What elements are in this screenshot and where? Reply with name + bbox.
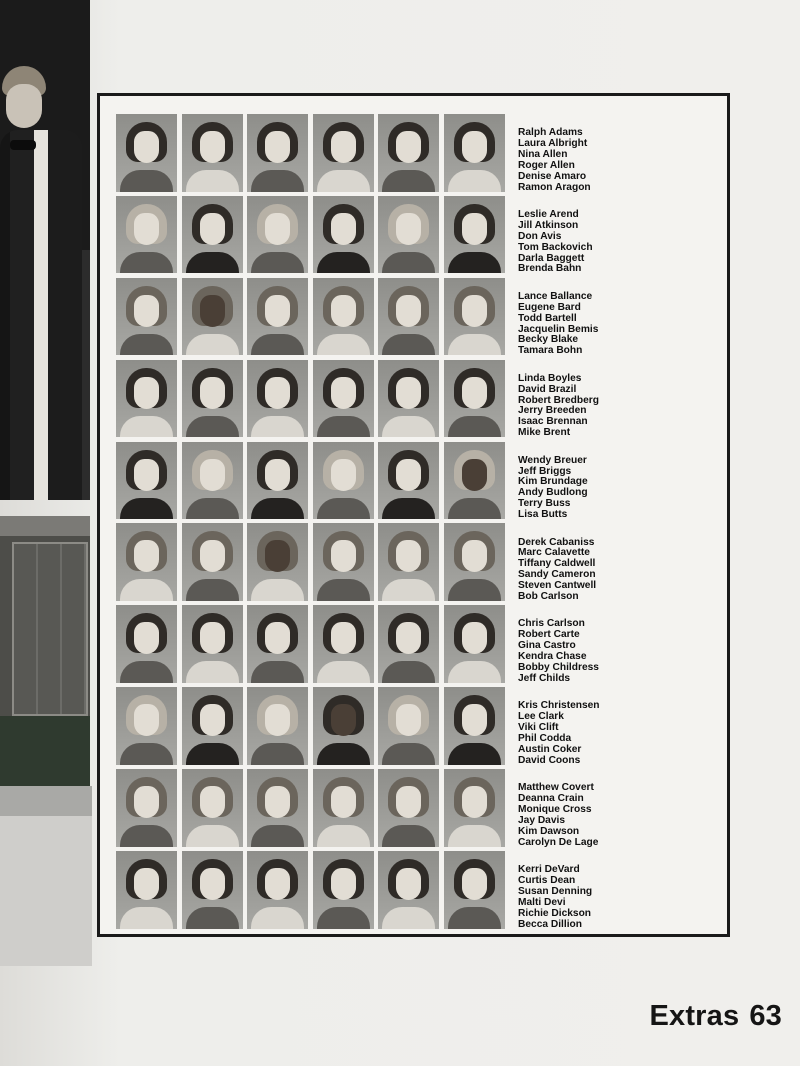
portrait-face (331, 213, 356, 245)
portrait-face (396, 868, 421, 900)
portrait-face (134, 540, 159, 572)
portrait-shoulders (448, 252, 501, 274)
student-portrait (378, 360, 439, 438)
student-portrait (247, 523, 308, 601)
student-name: Roger Allen (518, 159, 575, 171)
student-portrait (116, 360, 177, 438)
student-name: Jill Atkinson (518, 219, 579, 231)
student-name: Denise Amaro (518, 170, 587, 182)
portrait-face (200, 622, 225, 654)
student-portrait (378, 278, 439, 356)
portrait-shoulders (317, 252, 370, 274)
portrait-shoulders (120, 907, 173, 929)
name-group (518, 783, 718, 848)
portrait-shoulders (448, 825, 501, 847)
portrait-face (396, 540, 421, 572)
student-portrait (444, 442, 505, 520)
student-name: Mike Brent (518, 427, 571, 439)
student-portrait (116, 769, 177, 847)
student-name: Jay Davis (518, 814, 566, 826)
portrait-face (331, 459, 356, 491)
portrait-shoulders (120, 252, 173, 274)
portrait-shoulders (251, 579, 304, 601)
student-name: Malti Devi (518, 896, 566, 908)
student-portrait (444, 687, 505, 765)
portrait-shoulders (251, 498, 304, 520)
portrait-face (331, 868, 356, 900)
portrait-shoulders (251, 416, 304, 438)
portrait-shoulders (186, 170, 239, 192)
name-group (518, 456, 718, 521)
portrait-face (200, 540, 225, 572)
student-portrait (444, 360, 505, 438)
bow-tie (10, 140, 36, 150)
page-folio (649, 1000, 782, 1033)
student-portrait (247, 769, 308, 847)
side-photo-tuxedo-student (0, 0, 90, 500)
portrait-face (462, 704, 487, 736)
student-portrait (313, 196, 374, 274)
portrait-face (134, 459, 159, 491)
portrait-shoulders (251, 661, 304, 683)
portrait-face (265, 540, 290, 572)
student-portrait (313, 769, 374, 847)
portrait-shoulders (317, 170, 370, 192)
portrait-shoulders (120, 661, 173, 683)
student-portrait (378, 196, 439, 274)
student-name: Todd Bartell (518, 312, 577, 324)
student-name: Lisa Butts (518, 509, 568, 521)
portrait-face (331, 786, 356, 818)
portrait-face (200, 377, 225, 409)
portrait-face (396, 704, 421, 736)
portrait-face (134, 295, 159, 327)
student-portrait (116, 605, 177, 683)
student-portrait (378, 769, 439, 847)
student-portrait (378, 114, 439, 192)
student-portrait (444, 605, 505, 683)
student-portrait (444, 851, 505, 929)
student-name: Monique Cross (518, 804, 592, 815)
student-portrait (313, 360, 374, 438)
portrait-shoulders (186, 579, 239, 601)
student-name: Jacquelin Bemis (518, 323, 599, 335)
portrait-shoulders (120, 170, 173, 192)
student-portrait (444, 196, 505, 274)
student-portrait (116, 687, 177, 765)
portrait-face (200, 459, 225, 491)
student-name: Gina Castro (518, 640, 576, 652)
page-number: 63 (749, 1000, 782, 1032)
portrait-face (396, 622, 421, 654)
student-name: Kris Christensen (518, 700, 600, 712)
portrait-shoulders (382, 416, 435, 438)
portrait-face (462, 377, 487, 409)
student-portrait (378, 605, 439, 683)
portrait-shoulders (317, 416, 370, 438)
student-portrait (116, 442, 177, 520)
portrait-face (265, 131, 290, 163)
portrait-shoulders (382, 907, 435, 929)
student-portrait (313, 278, 374, 356)
student-name: Laura Albright (518, 137, 588, 149)
student-name: Wendy Breuer (518, 454, 587, 466)
portrait-face (396, 213, 421, 245)
student-name: Nina Allen (518, 148, 568, 160)
student-name: Robert Carte (518, 629, 580, 641)
student-portrait (313, 523, 374, 601)
portrait-face (134, 704, 159, 736)
name-group (518, 210, 718, 275)
portrait-shoulders (317, 825, 370, 847)
portrait-face (265, 213, 290, 245)
student-name: Derek Cabaniss (518, 536, 595, 548)
side-photo-face (6, 84, 42, 128)
student-portrait (247, 278, 308, 356)
side-photo-window (12, 542, 88, 716)
portrait-shoulders (120, 416, 173, 438)
side-photo-building (0, 516, 90, 786)
portrait-shoulders (382, 579, 435, 601)
portrait-face (134, 213, 159, 245)
student-name: Ramon Aragon (518, 181, 591, 193)
portrait-shoulders (186, 743, 239, 765)
student-name: Kim Brundage (518, 476, 588, 488)
student-name: Richie Dickson (518, 907, 592, 919)
student-name: Deanna Crain (518, 793, 584, 805)
portrait-face (265, 704, 290, 736)
student-name: Lee Clark (518, 711, 564, 723)
student-portrait (313, 442, 374, 520)
student-portrait (247, 687, 308, 765)
portrait-grid (116, 114, 505, 929)
portrait-shoulders (382, 498, 435, 520)
student-name: Marc Calavette (518, 547, 590, 559)
name-group (518, 619, 718, 684)
student-portrait (182, 278, 243, 356)
portrait-shoulders (186, 334, 239, 356)
student-portrait (182, 523, 243, 601)
portrait-face (200, 213, 225, 245)
name-group (518, 374, 718, 439)
student-portrait (378, 851, 439, 929)
student-name: Isaac Brennan (518, 416, 588, 428)
student-name: Jeff Briggs (518, 465, 572, 477)
name-group (518, 128, 718, 193)
student-name: Tiffany Caldwell (518, 558, 596, 570)
student-name: Tamara Bohn (518, 345, 583, 357)
student-name: Becky Blake (518, 334, 579, 346)
portrait-shoulders (251, 825, 304, 847)
portrait-face (265, 377, 290, 409)
student-name: Jerry Breeden (518, 405, 587, 417)
portrait-shoulders (251, 907, 304, 929)
portrait-face (331, 622, 356, 654)
portrait-face (396, 786, 421, 818)
student-name: Andy Budlong (518, 487, 588, 499)
student-portrait (378, 523, 439, 601)
portrait-face (265, 622, 290, 654)
portrait-face (134, 377, 159, 409)
student-portrait (247, 442, 308, 520)
portrait-shoulders (448, 416, 501, 438)
student-portrait (444, 114, 505, 192)
portrait-face (331, 704, 356, 736)
student-portrait (116, 114, 177, 192)
student-portrait (378, 687, 439, 765)
student-portrait (247, 360, 308, 438)
portrait-face (200, 868, 225, 900)
portrait-shoulders (120, 743, 173, 765)
student-portrait (116, 196, 177, 274)
portrait-shoulders (120, 825, 173, 847)
portrait-shoulders (382, 743, 435, 765)
side-photo-suit (0, 130, 82, 500)
student-portrait (444, 278, 505, 356)
section-label: Extras (649, 1000, 740, 1032)
portrait-shoulders (382, 170, 435, 192)
student-name: Darla Baggett (518, 252, 585, 264)
portrait-face (462, 786, 487, 818)
student-portrait (313, 114, 374, 192)
portrait-shoulders (317, 498, 370, 520)
portrait-shoulders (186, 907, 239, 929)
student-name: Carolyn De Lage (518, 836, 599, 848)
student-name: Chris Carlson (518, 618, 585, 630)
portrait-shoulders (317, 661, 370, 683)
portrait-face (396, 295, 421, 327)
student-name: Kendra Chase (518, 651, 587, 663)
student-name: Curtis Dean (518, 875, 576, 886)
portrait-shoulders (382, 661, 435, 683)
portrait-shoulders (186, 498, 239, 520)
student-portrait (116, 851, 177, 929)
portrait-shoulders (120, 498, 173, 520)
portrait-shoulders (251, 334, 304, 356)
portrait-shoulders (317, 907, 370, 929)
student-name: Brenda Bahn (518, 263, 582, 275)
student-portrait (182, 360, 243, 438)
student-name: Bobby Childress (518, 662, 599, 674)
student-name: Matthew Covert (518, 782, 594, 794)
portrait-face (134, 868, 159, 900)
student-portrait (116, 278, 177, 356)
student-portrait (247, 114, 308, 192)
portrait-face (462, 459, 487, 491)
student-name: Susan Denning (518, 885, 593, 897)
student-name: Kerri DeVard (518, 864, 580, 876)
student-name: Leslie Arend (518, 208, 579, 220)
name-group (518, 538, 718, 603)
student-name: Sandy Cameron (518, 569, 596, 581)
student-name: Viki Clift (518, 722, 559, 734)
student-name: Steven Cantwell (518, 580, 597, 592)
portrait-shoulders (186, 252, 239, 274)
portrait-shoulders (251, 252, 304, 274)
student-portrait (247, 851, 308, 929)
student-name: Tom Backovich (518, 241, 593, 253)
student-name: Linda Boyles (518, 372, 582, 384)
portrait-face (462, 295, 487, 327)
name-group (518, 292, 718, 357)
portrait-shoulders (448, 661, 501, 683)
student-portrait (182, 114, 243, 192)
portrait-shoulders (382, 334, 435, 356)
name-group (518, 865, 718, 930)
student-portrait (116, 523, 177, 601)
portrait-face (462, 868, 487, 900)
portrait-face (396, 131, 421, 163)
portrait-face (396, 459, 421, 491)
portrait-face (331, 295, 356, 327)
student-name: Jeff Childs (518, 672, 571, 684)
student-portrait (444, 769, 505, 847)
student-portrait (444, 523, 505, 601)
portrait-shoulders (448, 498, 501, 520)
portrait-shoulders (251, 743, 304, 765)
portrait-face (200, 295, 225, 327)
portrait-face (462, 540, 487, 572)
name-group (518, 701, 718, 766)
portrait-shoulders (120, 579, 173, 601)
student-portrait (182, 769, 243, 847)
portrait-face (265, 295, 290, 327)
portrait-shoulders (186, 661, 239, 683)
student-name: Lance Ballance (518, 290, 593, 302)
side-photo-ground (0, 786, 92, 966)
portrait-face (396, 377, 421, 409)
student-name: Eugene Bard (518, 301, 581, 313)
student-portrait (313, 851, 374, 929)
student-name: David Coons (518, 754, 581, 766)
portrait-shoulders (448, 743, 501, 765)
portrait-shoulders (317, 579, 370, 601)
portrait-shoulders (448, 907, 501, 929)
portrait-shoulders (251, 170, 304, 192)
portrait-shoulders (382, 252, 435, 274)
portrait-face (331, 131, 356, 163)
student-portrait (182, 687, 243, 765)
portrait-shoulders (186, 416, 239, 438)
student-name: David Brazil (518, 383, 577, 395)
portrait-shoulders (448, 170, 501, 192)
portrait-face (134, 622, 159, 654)
student-portrait (313, 605, 374, 683)
student-portrait (182, 196, 243, 274)
portrait-face (331, 540, 356, 572)
portrait-face (331, 377, 356, 409)
student-portrait (313, 687, 374, 765)
portrait-shoulders (120, 334, 173, 356)
student-name: Bob Carlson (518, 591, 579, 603)
portrait-shoulders (382, 825, 435, 847)
portrait-face (200, 131, 225, 163)
portrait-face (462, 131, 487, 163)
portrait-face (265, 786, 290, 818)
student-portrait (247, 605, 308, 683)
student-portrait (182, 605, 243, 683)
student-portrait (182, 442, 243, 520)
portrait-face (134, 131, 159, 163)
portrait-panel (97, 93, 730, 937)
portrait-face (462, 622, 487, 654)
student-name: Kim Dawson (518, 825, 580, 837)
portrait-shoulders (448, 579, 501, 601)
student-name: Austin Coker (518, 743, 582, 755)
student-portrait (247, 196, 308, 274)
portrait-shoulders (317, 743, 370, 765)
student-name: Becca Dillion (518, 918, 582, 930)
portrait-face (265, 868, 290, 900)
portrait-shoulders (448, 334, 501, 356)
portrait-face (200, 704, 225, 736)
portrait-shoulders (317, 334, 370, 356)
student-portrait (182, 851, 243, 929)
student-name: Phil Codda (518, 733, 572, 745)
student-name: Robert Bredberg (518, 394, 599, 406)
portrait-face (265, 459, 290, 491)
student-name: Don Avis (518, 230, 562, 242)
portrait-face (200, 786, 225, 818)
student-portrait (378, 442, 439, 520)
portrait-shoulders (186, 825, 239, 847)
student-name: Terry Buss (518, 498, 571, 510)
student-name: Ralph Adams (518, 127, 583, 138)
portrait-face (134, 786, 159, 818)
portrait-face (462, 213, 487, 245)
